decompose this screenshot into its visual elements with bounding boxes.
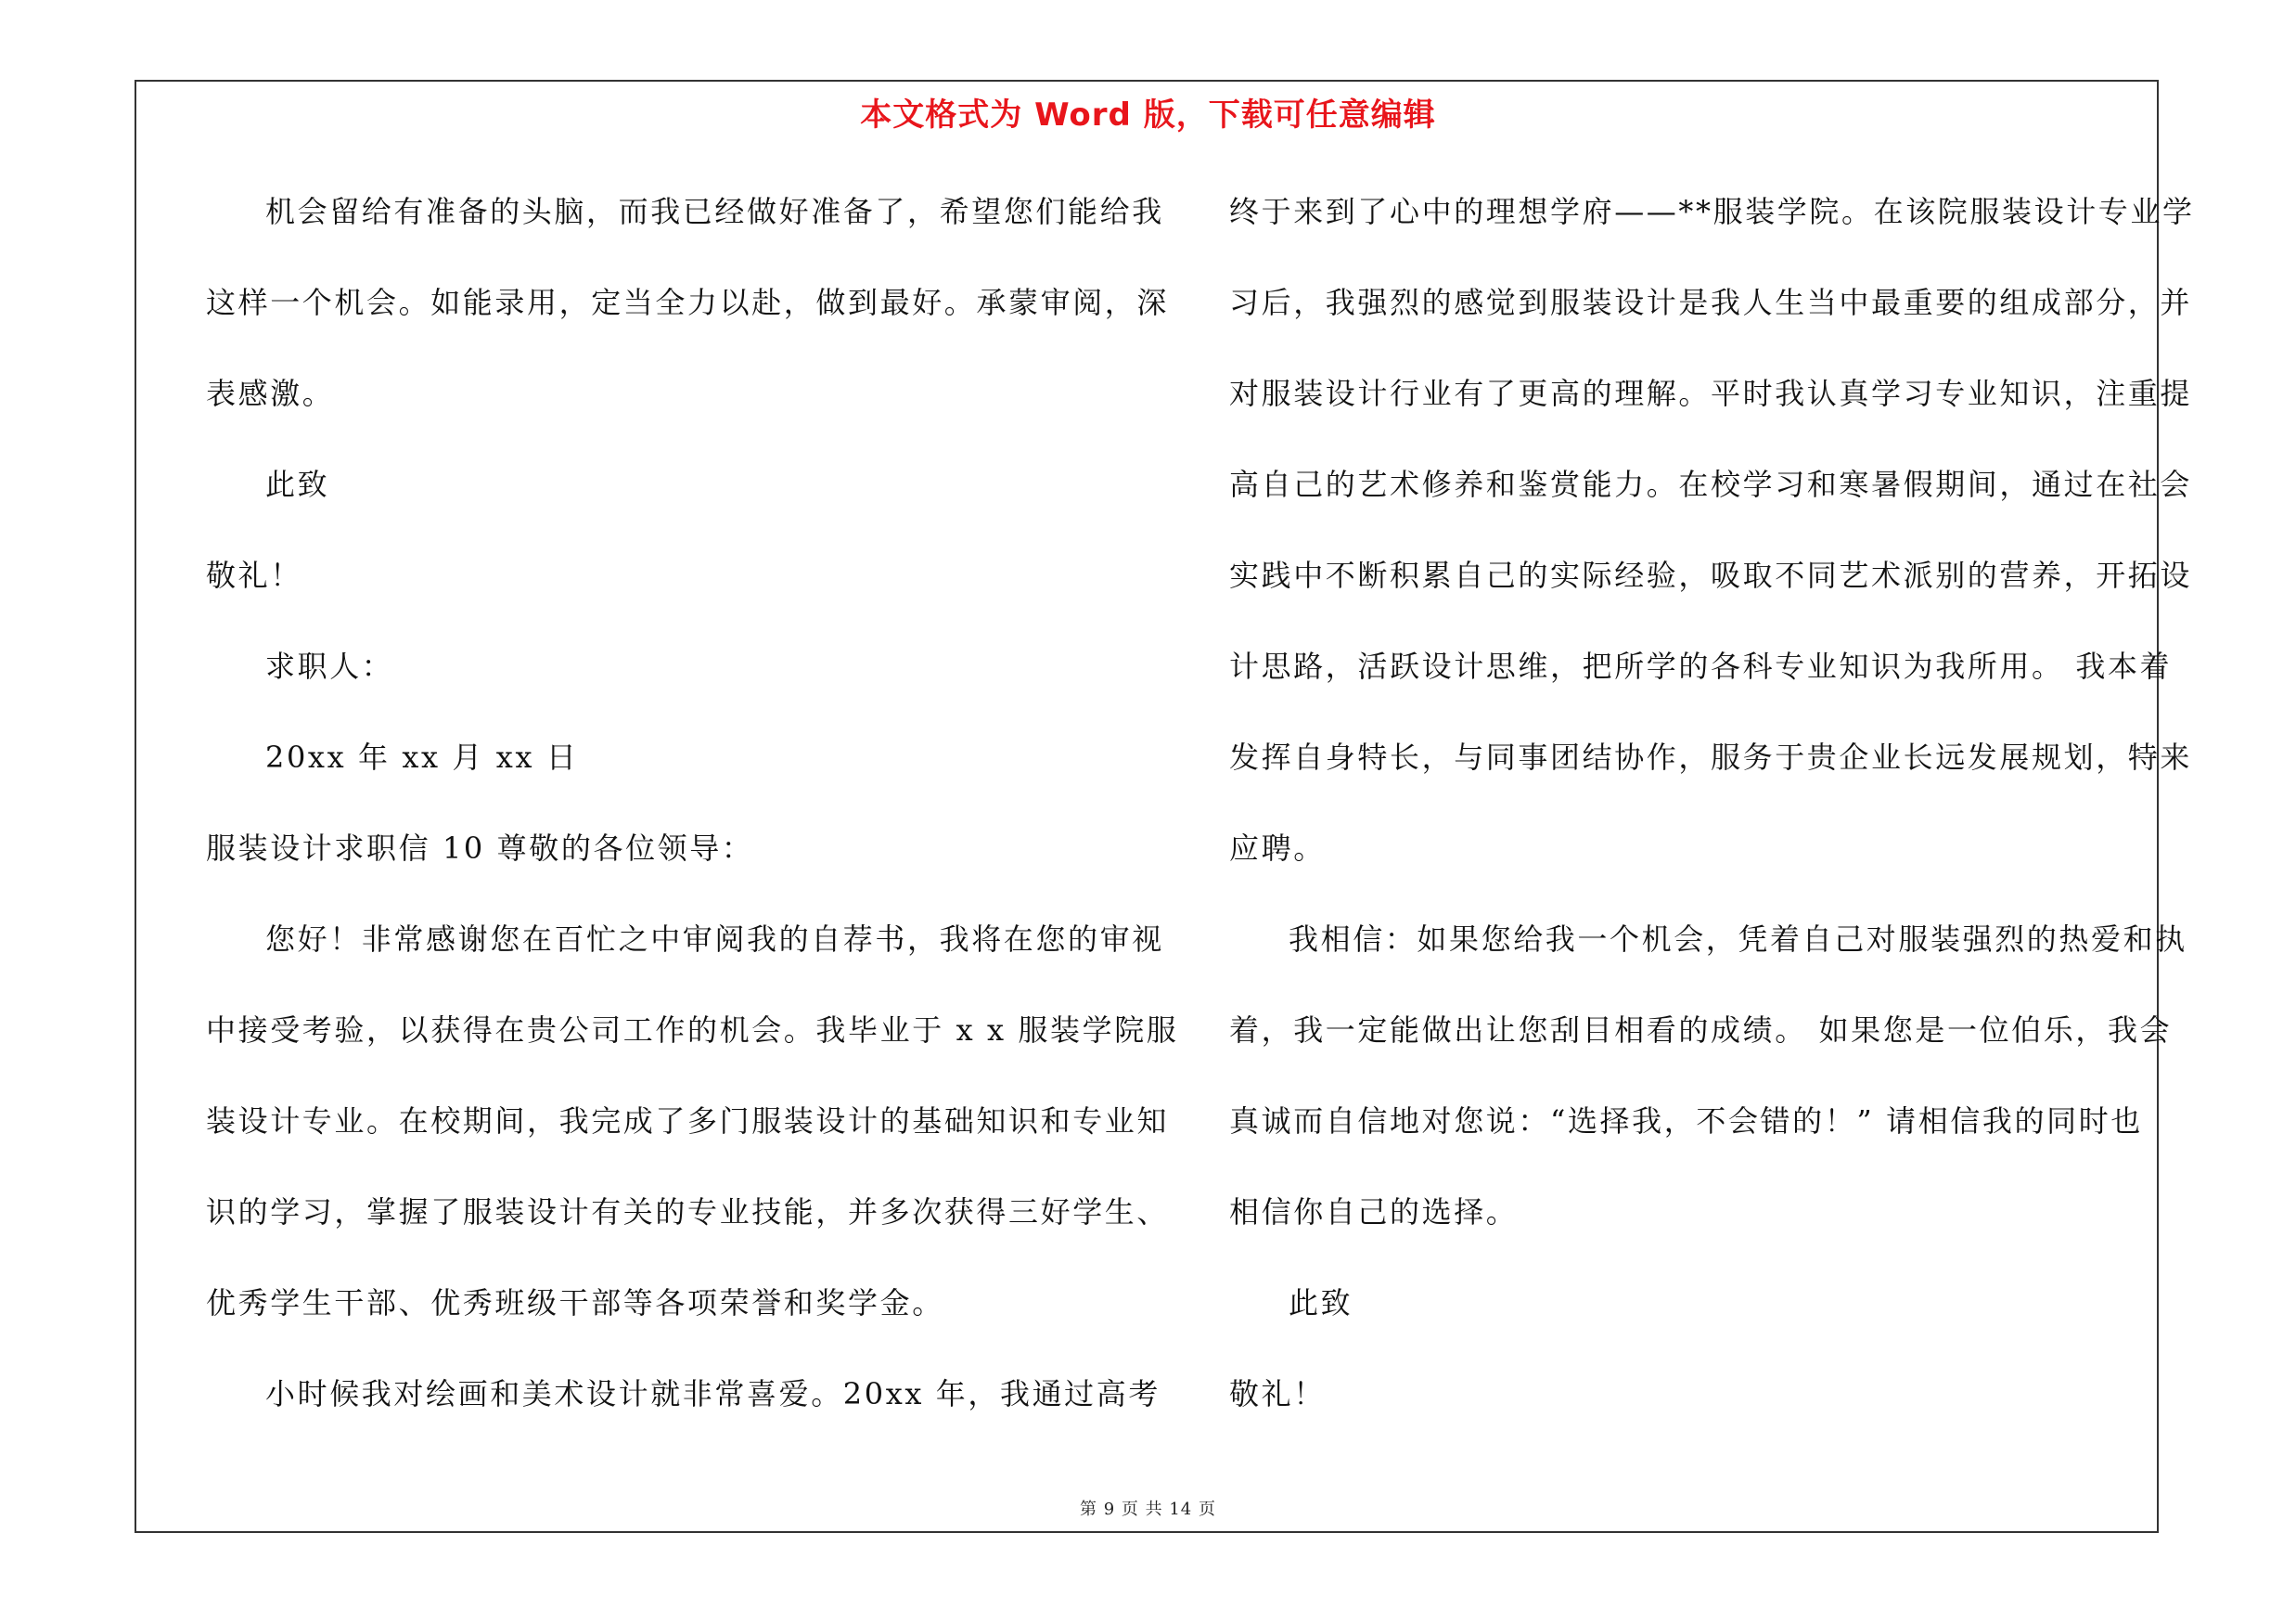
- text-line: 敬礼！: [206, 558, 302, 593]
- text-line: 实践中不断积累自己的实际经验，吸取不同艺术派别的营养，开拓设: [1229, 558, 2193, 593]
- text-line: 优秀学生干部、优秀班级干部等各项荣誉和奖学金。: [206, 1285, 944, 1320]
- page-number-footer: 第 9 页 共 14 页: [1080, 1500, 1216, 1519]
- text-line: 终于来到了心中的理想学府——**服装学院。在该院服装设计专业学: [1229, 194, 2195, 229]
- text-line: 您好！非常感谢您在百忙之中审阅我的自荐书，我将在您的审视: [265, 921, 1164, 957]
- text-line: 此致: [265, 467, 330, 502]
- text-line: 表感激。: [206, 376, 335, 411]
- text-line: 20xx 年 xx 月 xx 日: [265, 740, 579, 775]
- text-line: 此致: [1289, 1285, 1353, 1320]
- text-line: 识的学习，掌握了服装设计有关的专业技能，并多次获得三好学生、: [206, 1194, 1170, 1230]
- text-line: 中接受考验，以获得在贵公司工作的机会。我毕业于 x x 服装学院服: [206, 1012, 1179, 1048]
- text-line: 机会留给有准备的头脑，而我已经做好准备了，希望您们能给我: [265, 194, 1164, 229]
- text-line: 高自己的艺术修养和鉴赏能力。在校学习和寒暑假期间，通过在社会: [1229, 467, 2193, 502]
- text-line: 我相信：如果您给我一个机会，凭着自己对服装强烈的热爱和执: [1289, 921, 2187, 957]
- left-column: [206, 183, 1179, 1456]
- text-line: 求职人：: [265, 649, 394, 684]
- word-format-banner: 本文格式为 Word 版，下载可任意编辑: [860, 97, 1436, 134]
- text-line: 服装设计求职信 10 尊敬的各位领导：: [206, 831, 754, 866]
- right-column: [1229, 183, 2195, 1456]
- text-line: 敬礼！: [1229, 1376, 1326, 1411]
- text-line: 习后，我强烈的感觉到服装设计是我人生当中最重要的组成部分，并: [1229, 285, 2193, 320]
- text-line: 真诚而自信地对您说：“选择我，不会错的！” 请相信我的同时也: [1229, 1103, 2143, 1139]
- text-line: 这样一个机会。如能录用，定当全力以赴，做到最好。承蒙审阅，深: [206, 285, 1170, 320]
- text-line: 小时候我对绘画和美术设计就非常喜爱。20xx 年，我通过高考: [265, 1376, 1161, 1411]
- text-line: 计思路，活跃设计思维，把所学的各科专业知识为我所用。 我本着: [1229, 649, 2173, 684]
- text-line: 相信你自己的选择。: [1229, 1194, 1519, 1230]
- text-line: 着，我一定能做出让您刮目相看的成绩。 如果您是一位伯乐，我会: [1229, 1012, 2173, 1048]
- text-line: 应聘。: [1229, 831, 1326, 866]
- text-line: 对服装设计行业有了更高的理解。平时我认真学习专业知识，注重提: [1229, 376, 2193, 411]
- text-line: 发挥自身特长，与同事团结协作，服务于贵企业长远发展规划，特来: [1229, 740, 2193, 775]
- text-line: 装设计专业。在校期间，我完成了多门服装设计的基础知识和专业知: [206, 1103, 1170, 1139]
